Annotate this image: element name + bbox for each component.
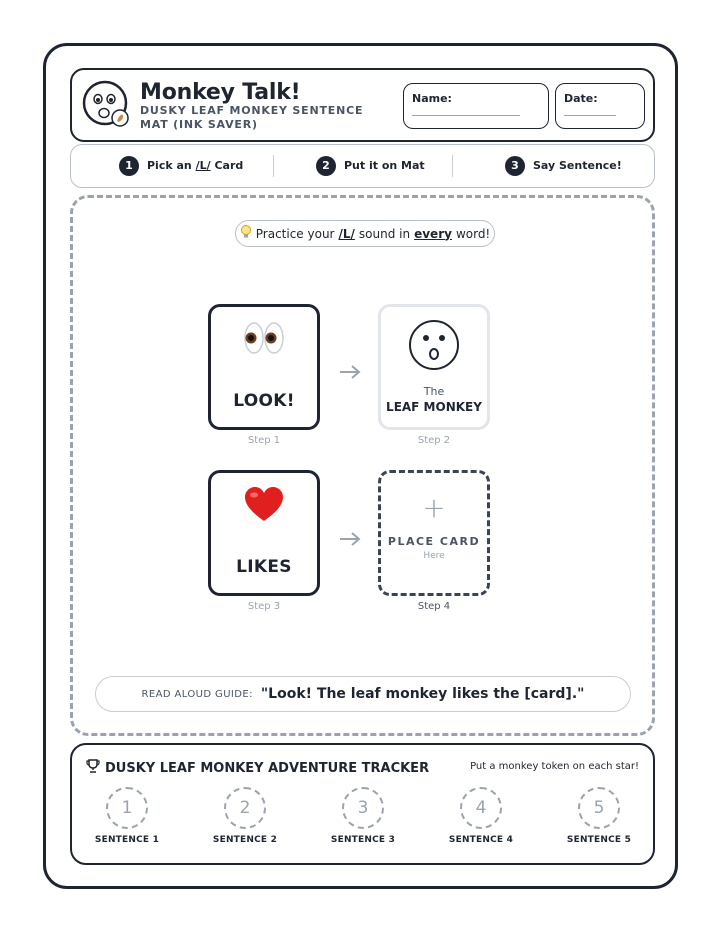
token-circle[interactable]: 3 [342,787,384,829]
monkey-face-icon [381,319,487,375]
tracker-title [86,759,429,777]
step-label: Step 3 [247,601,281,612]
sentence-board [70,195,655,736]
card-word: LOOK! [233,391,295,411]
tracker-title-text: DUSKY LEAF MONKEY ADVENTURE TRACKER [105,760,430,776]
slot-label: SENTENCE 5 [566,835,632,845]
name-label: Name: [412,92,452,105]
sentence-mat-page [43,43,678,889]
slot-label: SENTENCE 1 [94,835,160,845]
arrow-right-icon [338,531,362,547]
tip-text: sound in [358,226,411,241]
divider [452,155,453,177]
tracker-slot[interactable] [559,787,639,845]
card-word: LEAF MONKEY [386,400,482,414]
step-sound: /L/ [195,159,211,172]
plus-icon: + [422,491,446,524]
arrow-right-icon [338,364,362,380]
header [70,68,655,142]
step-label: Step 4 [417,601,451,612]
step-label: Step 2 [417,435,451,446]
page-title: Monkey Talk! [140,80,301,105]
tracker-slot[interactable] [323,787,403,845]
likes-card[interactable] [208,470,320,596]
guide-sentence: "Look! The leaf monkey likes the [card]." [260,686,585,702]
step-label: Step 1 [247,435,281,446]
name-field[interactable] [403,83,549,129]
step-1 [119,145,243,186]
tracker-slot[interactable] [441,787,521,845]
slot-label: SENTENCE 4 [448,835,514,845]
leaf-monkey-card[interactable] [378,304,490,430]
date-field[interactable] [555,83,645,129]
date-label: Date: [564,92,598,105]
card-article: The [423,385,445,398]
eyes-icon [211,321,317,359]
step-number: 3 [505,156,525,176]
token-circle[interactable]: 1 [106,787,148,829]
step-number: 2 [316,156,336,176]
token-circle[interactable]: 2 [224,787,266,829]
name-write-line[interactable] [412,115,520,116]
card-word: LIKES [236,557,292,577]
token-circle[interactable]: 5 [578,787,620,829]
tip-every: every [414,226,452,241]
tracker-slot[interactable] [87,787,167,845]
tracker-note: Put a monkey token on each star! [470,761,639,772]
read-aloud-guide [95,676,631,712]
trophy-icon [86,759,100,777]
step-3 [505,145,622,186]
page-subtitle: DUSKY LEAF MONKEY SENTENCE MAT (INK SAVER) [140,104,364,131]
monkey-logo-icon [82,80,130,128]
place-card-label: PLACE CARD [387,535,481,548]
tip-text: Practice your [255,226,335,241]
adventure-tracker [70,743,655,865]
slot-label: SENTENCE 3 [330,835,396,845]
place-card-slot[interactable] [378,470,490,596]
step-text: Pick an [147,159,196,172]
heart-icon [211,487,317,527]
slot-label: SENTENCE 2 [212,835,278,845]
token-circle[interactable]: 4 [460,787,502,829]
step-text-end: Card [210,159,244,172]
instruction-steps [70,144,655,188]
lightbulb-icon [240,225,252,242]
step-number: 1 [119,156,139,176]
date-write-line[interactable] [564,115,616,116]
tracker-slot[interactable] [205,787,285,845]
step-text: Say Sentence! [533,159,622,172]
step-text: Put it on Mat [344,159,425,172]
divider [273,155,274,177]
tip-text: word! [455,226,491,241]
practice-tip [235,220,495,247]
place-card-hint: Here [423,551,445,561]
look-card[interactable] [208,304,320,430]
step-2 [316,145,425,186]
guide-label: READ ALOUD GUIDE: [141,688,253,700]
tip-sound: /L/ [338,226,355,241]
